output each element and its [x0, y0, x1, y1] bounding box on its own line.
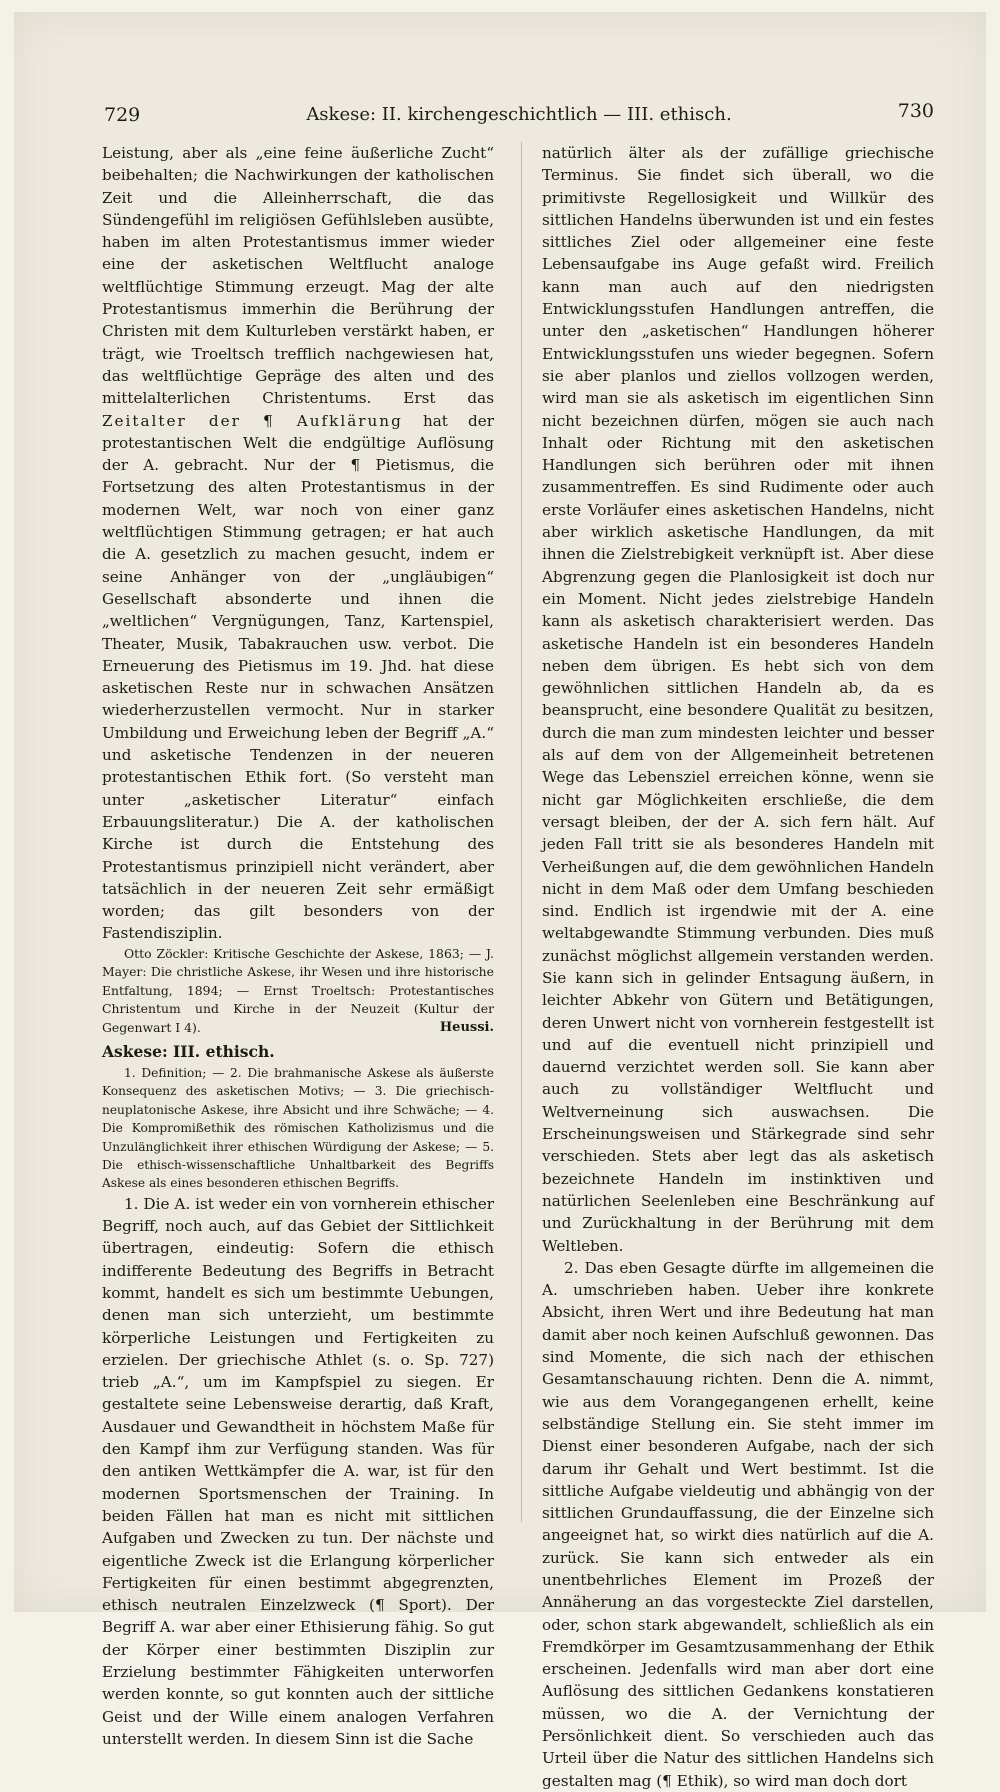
paragraph: natürlich älter als der zufällige griechische Terminus. Sie findet sich überall, wo die primitivste Regellosigkeit und Willkür des sittlichen Handelns überwunden ist und ein festes sittliches Ziel oder allgemeiner eine feste Lebensaufgabe ins Auge gefaßt wird. Freilich kann man auch auf den niedrigsten Entwicklungsstufen Handlungen antreffen, die unter den „asketischen“ Handlungen höherer Entwicklungsstufen uns wieder begegnen. Sofern sie aber planlos und ziellos vollzogen werden, wird man sie als asketisch im eigentlichen Sinn nicht bezeichnen dürfen, mögen sie auch nach Inhalt oder Richtung mit den asketischen Handlungen sich berühren oder mit ihnen zusammentreffen. Es sind Rudimente oder auch erste Vorläufer eines asketischen Handelns, nicht aber wirklich asketische Handlungen, da mit ihnen die Zielstrebigkeit verknüpft ist. Aber diese Abgrenzung gegen die Planlosigkeit ist doch nur ein Moment. Nicht jedes zielstrebige Handeln kann als asketisch charakterisiert werden. Das asketische Handeln ist ein besonderes Handeln neben dem übrigen. Es hebt sich von dem gewöhnlichen sittlichen Handeln ab, da es beansprucht, eine besondere Qualität zu besitzen, durch die man zum mindesten leichter und besser als auf dem von der Allgemeinheit betretenen Wege das Lebensziel erreichen könne, wenn sie nicht gar Möglichkeiten erschließe, die dem versagt bleiben, der der A. sich fern hält. Auf jeden Fall tritt sie als besonderes Handeln mit Verheißungen auf, die dem gewöhnlichen Handeln nicht in dem Maß oder dem Umfang beschieden sind. Endlich ist irgendwie mit der A. eine weltabgewandte Stimmung verbunden. Dies muß zunächst möglichst allgemein verstanden werden. Sie kann sich in gelinder Entsagung äußern, in leichter Abkehr von Gütern und Betätigungen, deren Unwert nicht von vornherein festgestellt ist und auf die eventuell nicht prinzipiell und dauernd verzichtet werden soll. Sie kann aber auch zu vollständiger Weltflucht und Weltverneinung sich auswachsen. Die Erscheinungsweisen und Stärkegrade sind sehr verschieden. Stets aber legt das als asketisch bezeichnete Handeln im instinktiven und natürlichen Seelenleben eine Beschränkung auf und Zurückhaltung in der Berührung mit dem Weltleben. [542, 144, 934, 1255]
left-column [102, 142, 494, 1750]
paragraph: Leistung, aber als „eine feine äußerliche Zucht“ beibehalten; die Nachwirkungen der katholischen Zeit und die Alleinherrschaft, die das Sündengefühl im religiösen Gefühlsleben ausübte, haben im alten Protestantismus immer wieder eine der asketischen Weltflucht analoge weltflüchtige Stimmung erzeugt. Mag der alte Protestantismus immerhin die Berührung der Christen mit dem Kulturleben verstärkt haben, er trägt, wie Troeltsch trefflich nachgewiesen hat, das weltflüchtige Gepräge des alten und des mittelalterlichen Christentums. Erst das Zeitalter der ¶ Aufklärung hat der protestantischen Welt die endgültige Auflösung der A. gebracht. Nur der ¶ Pietismus, die Fortsetzung des alten Protestantismus in der modernen Welt, war noch von einer ganz weltflüchtigen Stimmung getragen; er hat auch die A. gesetzlich zu machen gesucht, indem er seine Anhänger von der „ungläubigen“ Gesellschaft absonderte und ihnen die „weltlichen“ Vergnügungen, Tanz, Kartenspiel, Theater, Musik, Tabakrauchen usw. verbot. Die Erneuerung des Pietismus im 19. Jhd. hat diese asketischen Reste nur in schwachen Ansätzen wiederherzustellen vermocht. Nur in starker Umbildung und Erweichung leben der Begriff „A.“ und asketische Tendenzen in der neueren protestantischen Ethik fort. (So versteht man unter „asketischer Literatur“ einfach Erbauungsliteratur.) Die A. der katholischen Kirche ist durch die Entstehung des Protestantismus prinzipiell nicht verändert, aber tatsächlich in der neueren Zeit sehr ermäßigt worden; das gilt besonders von der Fastendisziplin. [102, 144, 494, 943]
author-signature: Heussi. [439, 1020, 494, 1036]
page-sheet [14, 12, 986, 1790]
column-divider [521, 142, 522, 1522]
page-header [104, 100, 934, 134]
paragraph: 1. Die A. ist weder ein von vornherein ethischer Begriff, noch auch, auf das Gebiet der Sittlichkeit übertragen, eindeutig: Sofern die ethisch indifferente Bedeutung des Begriffs in Betracht kommt, handelt es sich um bestimmte Uebungen, denen man sich unterzieht, um bestimmte körperliche Leistungen und Fertigkeiten zu erzielen. Der griechische Athlet (s. o. Sp. 727) trieb „A.“, um im Kampfspiel zu siegen. Er gestaltete seine Lebensweise derartig, daß Kraft, Ausdauer und Gewandtheit in höchstem Maße für den Kampf ihm zur Verfügung standen. Was für den antiken Wettkämpfer die A. war, ist für den modernen Sportsmenschen der Training. In beiden Fällen hat man es nicht mit sittlichen Aufgaben und Zwecken zu tun. Der nächste und eigentliche Zweck ist die Erlangung körperlicher Fertigkeiten für einen bestimmt abgegrenzten, ethisch neutralen Einzelzweck (¶ Sport). Der Begriff A. war aber einer Ethisierung fähig. So gut der Körper einer bestimmten Disziplin zur Erzielung bestimmter Fähigkeiten unterworfen werden konnte, so gut konnten auch der sittliche Geist und der Wille einem analogen Verfahren unterstellt werden. In diesem Sinn ist die Sache [102, 1194, 494, 1748]
spaced-term: Zeitalter der ¶ Aufklärung [102, 411, 403, 430]
running-title: Askese: II. kirchengeschichtlich — III. ethisch. [306, 104, 732, 125]
section-outline: 1. Definition; — 2. Die brahmanische Askese als äußerste Konsequenz des asketischen Motivs; — 3. Die griechisch-neuplatonische Askese, ihre Absicht und ihre Schwäche; — 4. Die Kompromißethik des römischen Katholizismus und die Unzulänglichkeit ihrer ethischen Würdigung der Askese; — 5. Die ethisch-wissenschaftliche Unhaltbarkeit des Begriffs Askese als eines besonderen ethischen Begriffs. [102, 1065, 494, 1191]
right-column [542, 142, 934, 1792]
section-title: Askese: III. ethisch. [102, 1041, 275, 1061]
page-number-left: 729 [104, 104, 141, 126]
page-number-right: 730 [897, 100, 934, 122]
paragraph: 2. Das eben Gesagte dürfte im allgemeinen die A. umschrieben haben. Ueber ihre konkrete Absicht, ihren Wert und ihre Bedeutung hat man damit aber noch keinen Aufschluß gewonnen. Das sind Momente, die sich nach der ethischen Gesamtanschauung richten. Denn die A. nimmt, wie aus dem Vorangegangenen erhellt, keine selbständige Stellung ein. Sie steht immer im Dienst einer besonderen Aufgabe, nach der sich darum ihr Gehalt und Wert bestimmt. Ist die sittliche Aufgabe vieldeutig und abhängig von der sittlichen Grundauffassung, die der Einzelne sich angeeignet hat, so wirkt dies natürlich auf die A. zurück. Sie kann sich entweder als ein unentbehrliches Element im Prozeß der Annäherung an das vorgesteckte Ziel darstellen, oder, schon stark abgewandelt, schließlich als ein Fremdkörper im Gesamtzusammenhang der Ethik erscheinen. Jedenfalls wird man aber dort eine Auflösung des sittlichen Gedankens konstatieren müssen, wo die A. der Vernichtung der Persönlichkeit dient. So verschieden auch das Urteil über die Natur des sittlichen Handelns sich gestalten mag (¶ Ethik), so wird man doch dort [542, 1258, 934, 1790]
literature-note: Otto Zöckler: Kritische Geschichte der Askese, 1863; — J. Mayer: Die christliche Askese, ihr Wesen und ihre historische Entfaltung, 1894; — Ernst Troeltsch: Protestantisches Christentum und Kirche in der Neuzeit (Kultur der Gegenwart I 4). Heussi. [102, 945, 494, 1038]
